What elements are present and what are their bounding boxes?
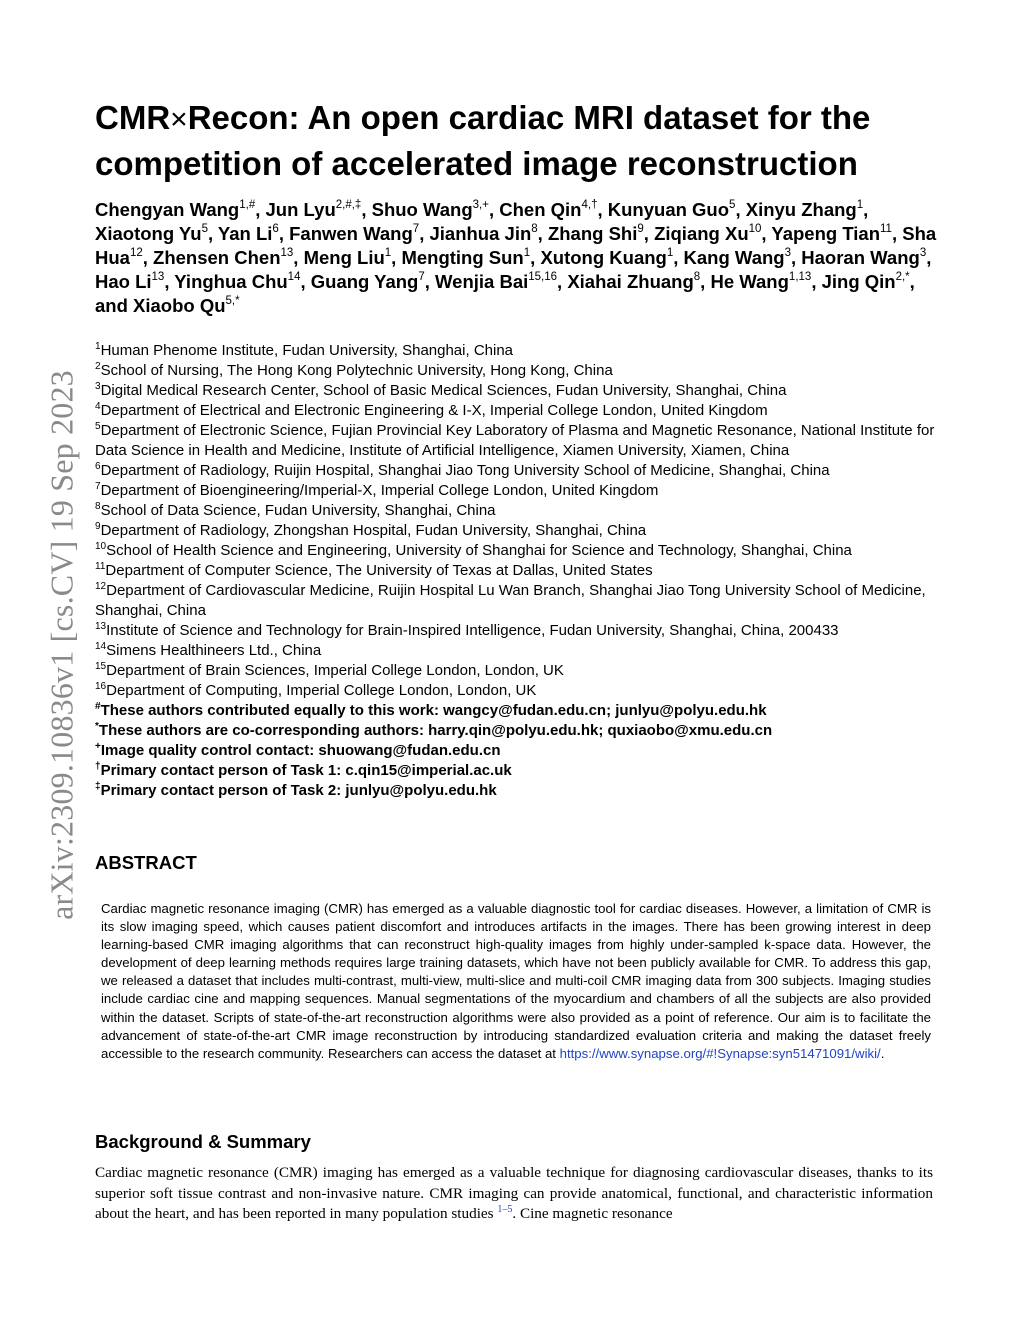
author-separator: ,	[811, 271, 822, 292]
author-separator: ,	[891, 223, 903, 244]
author-separator: ,	[926, 247, 932, 268]
author-separator: ,	[278, 223, 290, 244]
contact-note	[95, 701, 945, 721]
author-affiliation-marks: 1	[384, 246, 392, 259]
author-affiliation-marks: 6	[272, 222, 279, 235]
affiliation-text: Department of Electronic Science, Fujian Provincial Key Laboratory of Plasma and Magnetic Resonance, National Institute for Data Science in Health and Medicine, Institute of Artificial Intelligence, Xiamen University, Xiamen, China	[95, 422, 935, 459]
affiliation-item	[95, 361, 945, 381]
author-name: Meng Liu	[303, 247, 385, 268]
affiliation-mark: 8	[95, 501, 101, 512]
arxiv-identifier-stamp: arXiv:2309.10836v1 [cs.CV] 19 Sep 2023	[43, 370, 80, 920]
contact-note	[95, 721, 945, 741]
affiliation-item	[95, 521, 945, 541]
affiliation-text: School of Data Science, Fudan University, Shanghai, China	[100, 502, 496, 519]
author-name: Sha Hua	[95, 223, 937, 268]
affiliation-mark: 9	[95, 521, 101, 532]
author-separator: ,	[530, 247, 541, 268]
author-affiliation-marks: 5	[729, 198, 736, 211]
affiliation-text: Department of Computing, Imperial College London, London, UK	[106, 682, 537, 699]
affiliation-text: Department of Computer Science, The University of Texas at Dallas, United States	[105, 562, 653, 579]
author-separator: ,	[488, 199, 500, 220]
affiliation-item	[95, 401, 945, 421]
paper-title	[95, 96, 955, 186]
author-affiliation-marks: 10	[748, 222, 762, 235]
author-name: Ziqiang Xu	[654, 223, 749, 244]
affiliation-item	[95, 461, 945, 481]
author-separator: ,	[142, 247, 154, 268]
affiliation-text: Human Phenome Institute, Fudan University, Shanghai, China	[100, 342, 514, 359]
author-name: Fanwen Wang	[289, 223, 413, 244]
author-separator: ,	[597, 199, 608, 220]
author-affiliation-marks: 2,*	[895, 270, 910, 283]
affiliation-text: Digital Medical Research Center, School of Basic Medical Sciences, Fudan University, Shanghai, China	[100, 382, 787, 399]
affiliation-text: Primary contact person of Task 1: c.qin15@imperial.ac.uk	[100, 762, 512, 779]
author-separator: ,	[673, 247, 684, 268]
title-times-symbol: ×	[170, 103, 188, 136]
author-affiliation-marks: 5,*	[225, 294, 240, 307]
author-affiliation-marks: 1	[523, 246, 531, 259]
affiliation-item	[95, 661, 945, 681]
author-name: Mengting Sun	[401, 247, 524, 268]
author-affiliation-marks: 3,+	[472, 198, 489, 211]
affiliation-item	[95, 561, 945, 581]
affiliation-item	[95, 341, 945, 361]
author-affiliation-marks: 9	[637, 222, 644, 235]
affiliation-mark: 14	[95, 641, 107, 652]
author-name: Haoran Wang	[801, 247, 920, 268]
author-separator: ,	[300, 271, 311, 292]
affiliation-item	[95, 421, 945, 461]
abstract-text: Cardiac magnetic resonance imaging (CMR) has emerged as a valuable diagnostic tool for cardiac diseases. However, a limitation of CMR is its slow imaging speed, which causes patient discomfort and introduces artifacts in the images. There has been growing interest in deep learning-based CMR imaging algorithms that can reconstruct high-quality images from highly under-sampled k-space data. However, the development of deep learning methods requires large training datasets, which have not been publicly available for CMR. To address this gap, we released a dataset that includes multi-contrast, multi-view, multi-slice and multi-coil CMR imaging data from 300 subjects. Imaging studies include cardiac cine and mapping sequences. Manual segmentations of the myocardium and chambers of all the subjects are also provided within the dataset. Scripts of state-of-the-art reconstruction algorithms were also provided as a point of reference. Our aim is to facilitate the advancement of state-of-the-art CMR image reconstruction by introducing standardized evaluation criteria and making the dataset freely accessible to the research community. Researchers can access the dataset at	[101, 901, 931, 1061]
author-separator: ,	[391, 247, 402, 268]
affiliation-text: School of Nursing, The Hong Kong Polytechnic University, Hong Kong, China	[100, 362, 613, 379]
affiliation-mark: 11	[95, 561, 106, 572]
background-heading: Background & Summary	[95, 1131, 311, 1152]
author-name: Xiahai Zhuang	[567, 271, 694, 292]
author-separator: ,	[207, 223, 218, 244]
author-affiliation-marks: 15,16	[528, 270, 558, 283]
affiliation-item	[95, 621, 945, 641]
affiliation-item	[95, 641, 945, 661]
affiliation-text: Department of Brain Sciences, Imperial College London, London, UK	[106, 662, 564, 679]
affiliation-mark: 13	[95, 621, 107, 632]
affiliation-text: Department of Bioengineering/Imperial-X, Imperial College London, United Kingdom	[100, 482, 659, 499]
affiliation-mark: 10	[95, 541, 107, 552]
author-affiliation-marks: 12	[129, 246, 143, 259]
author-name: Zhang Shi	[547, 223, 638, 244]
dataset-link[interactable]: https://www.synapse.org/#!Synapse:syn51471091/wiki/	[559, 1045, 881, 1061]
author-separator: ,	[791, 247, 802, 268]
author-separator: ,	[537, 223, 548, 244]
title-part-2: Recon: An open cardiac MRI dataset for the competition of accelerated image reconstruction	[95, 99, 871, 182]
author-affiliation-marks: 3	[919, 246, 927, 259]
author-affiliation-marks: 1	[856, 198, 864, 211]
author-affiliation-marks: 13	[151, 270, 165, 283]
author-affiliation-marks: 7	[412, 222, 420, 235]
author-affiliation-marks: 5	[201, 222, 208, 235]
author-separator: ,	[255, 199, 266, 220]
affiliation-item	[95, 501, 945, 521]
author-name: Shuo Wang	[371, 199, 473, 220]
author-name: Zhensen Chen	[153, 247, 281, 268]
affiliation-text: These authors are co-corresponding authors: harry.qin@polyu.edu.hk; quxiaobo@xmu.edu.cn	[98, 722, 773, 739]
affiliation-item	[95, 581, 945, 621]
affiliation-text: These authors contributed equally to this work: wangcy@fudan.edu.cn; junlyu@polyu.edu.hk	[100, 702, 767, 719]
affiliation-mark: 6	[95, 461, 101, 472]
author-name: Xiaotong Yu	[95, 223, 202, 244]
author-separator: ,	[419, 223, 430, 244]
author-name: Jun Lyu	[265, 199, 336, 220]
author-name: Wenjia Bai	[435, 271, 529, 292]
author-name: Kunyuan Guo	[607, 199, 730, 220]
author-name: Xutong Kuang	[540, 247, 667, 268]
affiliation-mark: 12	[95, 581, 107, 592]
affiliation-mark: 4	[95, 401, 101, 412]
author-name: Hao Li	[95, 271, 152, 292]
author-affiliation-marks: 14	[287, 270, 301, 283]
author-separator: ,	[293, 247, 304, 268]
author-separator: ,	[735, 199, 746, 220]
affiliation-text: Institute of Science and Technology for Brain-Inspired Intelligence, Fudan University, Shanghai, China, 200433	[106, 622, 839, 639]
author-separator: ,	[424, 271, 436, 292]
author-affiliation-marks: 13	[280, 246, 294, 259]
affiliation-text: Department of Electrical and Electronic Engineering & I-X, Imperial College London, United Kingdom	[100, 402, 768, 419]
author-separator: ,	[361, 199, 372, 220]
affiliation-text: Simens Healthineers Ltd., China	[106, 642, 322, 659]
contact-note	[95, 781, 945, 801]
affiliation-text: Primary contact person of Task 2: junlyu@polyu.edu.hk	[100, 782, 497, 799]
author-affiliation-marks: 2,#,‡	[335, 198, 362, 211]
author-separator: ,	[761, 223, 772, 244]
contact-note	[95, 761, 945, 781]
title-part-1: CMR	[95, 99, 171, 136]
affiliation-mark: +	[95, 741, 101, 752]
affiliation-text: Image quality control contact: shuowang@fudan.edu.cn	[100, 742, 501, 759]
author-name: Guang Yang	[310, 271, 419, 292]
background-end: . Cine magnetic resonance	[512, 1205, 673, 1222]
affiliation-item	[95, 481, 945, 501]
contact-note	[95, 741, 945, 761]
author-affiliation-marks: 1	[666, 246, 674, 259]
affiliation-mark: 3	[95, 381, 101, 392]
author-name: Chen Qin	[499, 199, 582, 220]
author-separator: ,	[863, 199, 869, 220]
author-affiliation-marks: 8	[693, 270, 701, 283]
affiliation-item	[95, 541, 945, 561]
author-affiliation-marks: 7	[418, 270, 425, 283]
author-affiliation-marks: 8	[531, 222, 538, 235]
affiliation-mark: 2	[95, 361, 101, 372]
author-name: Jianhua Jin	[429, 223, 532, 244]
affiliation-text: School of Health Science and Engineering, University of Shanghai for Science and Technology, Shanghai, China	[106, 542, 852, 559]
affiliation-list	[95, 341, 945, 801]
author-affiliation-marks: 4,†	[581, 198, 598, 211]
author-separator: ,	[700, 271, 711, 292]
affiliation-mark: 16	[95, 681, 107, 692]
affiliation-mark: #	[95, 701, 101, 712]
author-list	[95, 198, 945, 318]
author-separator: ,	[164, 271, 175, 292]
background-body	[95, 1163, 933, 1225]
author-name: Yapeng Tian	[771, 223, 881, 244]
citation-link[interactable]: 1–5	[497, 1203, 513, 1215]
background-text: Cardiac magnetic resonance (CMR) imaging has emerged as a valuable technique for diagnosing cardiovascular diseases, thanks to its superior soft tissue contrast and non-invasive nature. CMR imaging can provide anatomical, functional, and characteristic information about the heart, and has been reported in many population studies	[95, 1164, 933, 1222]
affiliation-mark: 15	[95, 661, 107, 672]
author-name: Yan Li	[217, 223, 273, 244]
author-separator: ,	[557, 271, 568, 292]
author-name: Chengyan Wang	[95, 199, 240, 220]
author-name: He Wang	[710, 271, 789, 292]
author-name: Xiaobo Qu	[133, 295, 226, 316]
abstract-body	[101, 900, 931, 1063]
affiliation-text: Department of Radiology, Zhongshan Hospital, Fudan University, Shanghai, China	[100, 522, 647, 539]
affiliation-mark: †	[95, 761, 101, 772]
author-affiliation-marks: 1,#	[239, 198, 256, 211]
author-affiliation-marks: 1,13	[788, 270, 812, 283]
abstract-heading: ABSTRACT	[95, 852, 197, 873]
affiliation-item	[95, 681, 945, 701]
author-separator: , and	[95, 271, 915, 316]
affiliation-mark: 1	[95, 341, 101, 352]
affiliation-mark: ‡	[95, 781, 101, 792]
affiliation-item	[95, 381, 945, 401]
affiliation-mark: 5	[95, 421, 101, 432]
author-name: Yinghua Chu	[174, 271, 288, 292]
author-name: Xinyu Zhang	[745, 199, 857, 220]
affiliation-mark: 7	[95, 481, 101, 492]
author-separator: ,	[643, 223, 655, 244]
affiliation-text: Department of Cardiovascular Medicine, Ruijin Hospital Lu Wan Branch, Shanghai Jiao Tong University School of Medicine, Shanghai, China	[95, 582, 926, 619]
author-affiliation-marks: 3	[784, 246, 791, 259]
affiliation-mark: *	[95, 721, 99, 732]
author-affiliation-marks: 11	[880, 222, 892, 235]
author-name: Kang Wang	[683, 247, 785, 268]
author-name: Jing Qin	[821, 271, 896, 292]
abstract-end: .	[880, 1045, 885, 1061]
affiliation-text: Department of Radiology, Ruijin Hospital, Shanghai Jiao Tong University School of Medicine, Shanghai, China	[100, 462, 830, 479]
